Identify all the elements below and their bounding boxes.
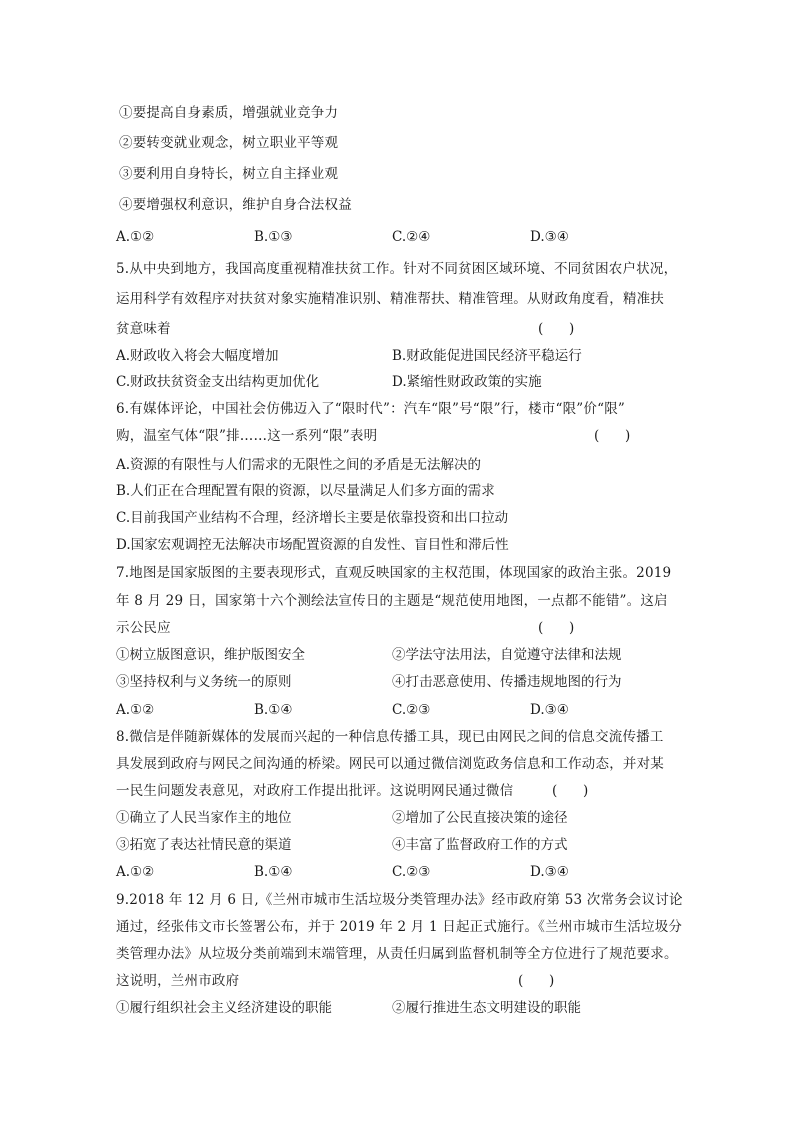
q4-item-3: ③要利用自身特长，树立自主择业观: [119, 166, 339, 182]
q9-stem-line-2: 通过，经张伟文市长签署公布，并于 2019 年 2 月 1 日起正式施行。《兰州市城市生活垃圾分: [116, 919, 683, 935]
q5-stem-line-3: 贫意味着: [116, 321, 171, 337]
q7-item-2: ②学法守法用法，自觉遵守法律和法规: [392, 647, 622, 663]
q5-option-d: D.紧缩性财政政策的实施: [392, 374, 542, 390]
q7-option-a: A.①②: [116, 702, 155, 718]
q5-stem-line-2: 运用科学有效程序对扶贫对象实施精准识别、精准帮扶、精准管理。从财政角度看，精准扶: [116, 291, 664, 307]
q8-option-a: A.①②: [116, 864, 155, 880]
q5-stem-line-1: 5.从中央到地方，我国高度重视精准扶贫工作。针对不同贫困区域环境、不同贫困农户状况，: [116, 261, 678, 277]
q8-stem-line-2: 具发展到政府与网民之间沟通的桥梁。网民可以通过微信浏览政务信息和工作动态，并对某: [116, 756, 664, 772]
q8-item-1: ①确立了人民当家作主的地位: [116, 810, 292, 826]
q7-item-1: ①树立版图意识，维护版图安全: [116, 647, 305, 663]
q8-answer-blank: ( ): [552, 783, 589, 799]
q6-option-d: D.国家宏观调控无法解决市场配置资源的自发性、盲目性和滞后性: [116, 537, 509, 553]
q8-item-2: ②增加了公民直接决策的途径: [392, 810, 568, 826]
q7-stem-line-3: 示公民应: [116, 620, 171, 636]
q9-item-2: ②履行推进生态文明建设的职能: [392, 1000, 581, 1016]
q9-stem-line-3: 类管理办法》从垃圾分类前端到末端管理，从责任归属到监督机制等全方位进行了规范要求。: [116, 946, 678, 962]
q5-option-a: A.财政收入将会大幅度增加: [116, 348, 279, 364]
q5-option-b: B.财政能促进国民经济平稳运行: [392, 348, 582, 364]
q7-item-3: ③坚持权利与义务统一的原则: [116, 674, 292, 690]
q8-item-3: ③拓宽了表达社情民意的渠道: [116, 837, 292, 853]
q4-option-a: A.①②: [116, 229, 155, 245]
q7-option-b: B.①④: [254, 702, 293, 718]
q7-stem-line-2: 年 8 月 29 日，国家第十六个测绘法宣传日的主题是“规范使用地图，一点都不能错”。这启: [116, 593, 668, 609]
q8-option-c: C.②③: [392, 864, 431, 880]
q6-answer-blank: ( ): [594, 428, 631, 444]
q7-stem-line-1: 7.地图是国家版图的主要表现形式，直观反映国家的主权范围，体现国家的政治主张。2019: [116, 565, 672, 581]
q4-item-2: ②要转变就业观念，树立职业平等观: [119, 135, 339, 151]
q7-answer-blank: ( ): [538, 620, 575, 636]
q6-option-c: C.目前我国产业结构不合理，经济增长主要是依靠投资和出口拉动: [116, 510, 509, 526]
q4-option-d: D.③④: [530, 229, 569, 245]
q4-option-b: B.①③: [254, 229, 293, 245]
q9-answer-blank: ( ): [518, 973, 555, 989]
q6-stem-line-2: 购，温室气体“限”排……这一系列“限”表明: [116, 428, 378, 444]
q9-stem-line-1: 9.2018 年 12 月 6 日,《兰州市城市生活垃圾分类管理办法》经市政府第 53 次常务会议讨论: [116, 892, 683, 908]
q9-item-1: ①履行组织社会主义经济建设的职能: [116, 1000, 332, 1016]
q8-stem-line-1: 8.微信是伴随新媒体的发展而兴起的一种信息传播工具，现已由网民之间的信息交流传播工: [116, 729, 664, 745]
q5-option-c: C.财政扶贫资金支出结构更加优化: [116, 374, 320, 390]
q6-stem-line-1: 6.有媒体评论，中国社会仿佛迈入了“限时代”：汽车“限”号“限”行，楼市“限”价“限”: [116, 401, 625, 417]
q5-answer-blank: ( ): [538, 321, 575, 337]
q8-item-4: ④丰富了监督政府工作的方式: [392, 837, 568, 853]
q8-option-d: D.③④: [530, 864, 569, 880]
q4-item-4: ④要增强权利意识，维护自身合法权益: [119, 197, 352, 213]
q4-option-c: C.②④: [392, 229, 431, 245]
q6-option-b: B.人们正在合理配置有限的资源，以尽量满足人们多方面的需求: [116, 483, 495, 499]
q6-option-a: A.资源的有限性与人们需求的无限性之间的矛盾是无法解决的: [116, 457, 482, 473]
q7-option-d: D.③④: [530, 702, 569, 718]
q7-option-c: C.②③: [392, 702, 431, 718]
q9-stem-line-4: 这说明，兰州市政府: [116, 973, 240, 989]
q7-item-4: ④打击恶意使用、传播违规地图的行为: [392, 674, 622, 690]
q8-stem-line-3: 一民生问题发表意见，对政府工作提出批评。这说明网民通过微信: [116, 783, 514, 799]
q4-item-1: ①要提高自身素质，增强就业竞争力: [119, 105, 339, 121]
q8-option-b: B.①④: [254, 864, 293, 880]
